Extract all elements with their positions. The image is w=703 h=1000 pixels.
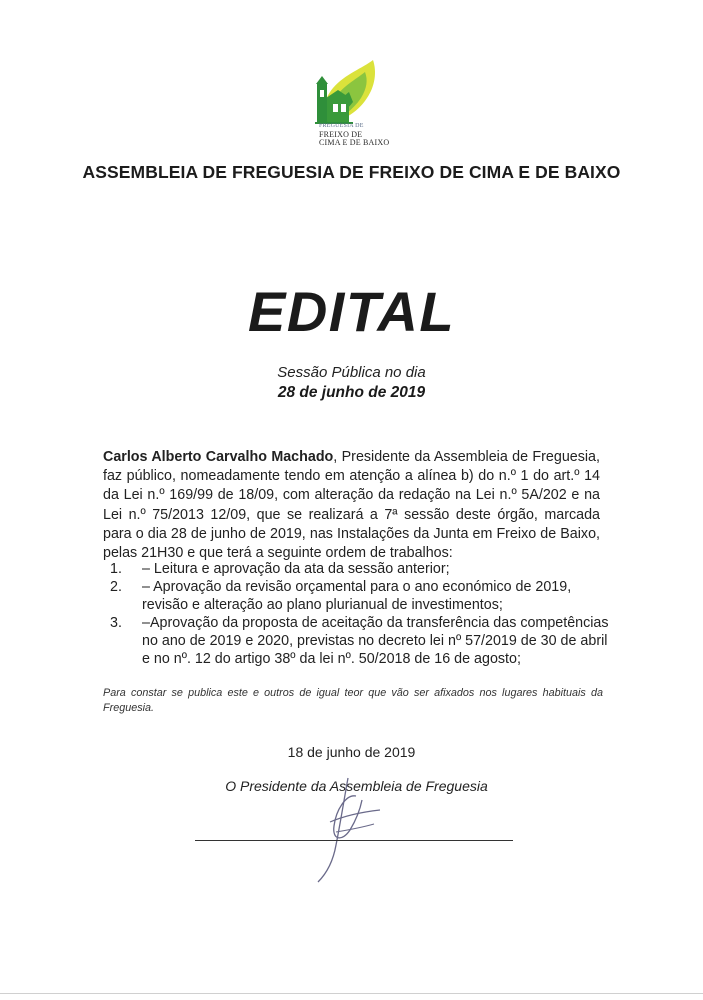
page-bottom-edge [0, 993, 703, 994]
handwritten-signature [300, 770, 390, 885]
agenda-item-text: – Aprovação da revisão orçamental para o ano económico de 2019, revisão e alteração ao plano plurianual de investimentos; [142, 579, 572, 613]
logo-line-3: CIMA E DE BAIXO [319, 138, 390, 147]
intro-paragraph [103, 448, 600, 563]
logo-line-2: FREIXO DE [319, 129, 363, 139]
agenda-item [110, 578, 610, 614]
agenda-item-number: 2. [110, 579, 122, 595]
document-date: 18 de junho de 2019 [287, 744, 416, 760]
logo-line-1: FREGUESIA DE [319, 123, 364, 129]
logo-caption [319, 122, 399, 148]
organization-title: ASSEMBLEIA DE FREGUESIA DE FREIXO DE CIMA E DE BAIXO [82, 162, 621, 182]
freguesia-logo [305, 58, 395, 150]
signature-line [195, 840, 513, 841]
agenda-item-number: 1. [110, 561, 122, 577]
signatory-title: O Presidente da Assembleia de Freguesia [225, 778, 488, 794]
document-title: EDITAL [247, 280, 456, 343]
agenda-item [110, 560, 610, 578]
agenda-item-number: 3. [110, 615, 122, 631]
agenda-list [110, 560, 610, 668]
session-subtitle: Sessão Pública no dia [277, 364, 426, 381]
leaf-tower-logo-icon [305, 58, 395, 128]
publication-note: Para constar se publica este e outros de igual teor que vão ser afixados nos lugares habituais da Freguesia. [103, 687, 603, 714]
session-date: 28 de junho de 2019 [277, 384, 426, 401]
intro-text: , Presidente da Assembleia de Freguesia, faz público, nomeadamente tendo em atenção a alínea b) do n.º 1 do art.º 14 da Lei n.º 169/99 de 18/09, com alteração da redação na Lei n.º 5A/202 e na Lei n.º 75/2013 12/09, que se realizará a 7ª sessão deste órgão, marcada para o dia 28 de junho de 2019, nas Instalações da Junta em Freixo de Baixo, pelas 21H30 e que terá a seguinte ordem de trabalhos: [103, 449, 600, 562]
agenda-item-text: – Leitura e aprovação da ata da sessão anterior; [142, 561, 450, 577]
president-name: Carlos Alberto Carvalho Machado [103, 449, 334, 465]
agenda-item-text: –Aprovação da proposta de aceitação da transferência das competências no ano de 2019 e 2020, previstas no decreto lei nº 57/2019 de 30 de abril e no nº. 12 do artigo 38º da lei nº. 50/2018 de 16 de agosto; [142, 615, 609, 667]
agenda-item [110, 614, 610, 668]
